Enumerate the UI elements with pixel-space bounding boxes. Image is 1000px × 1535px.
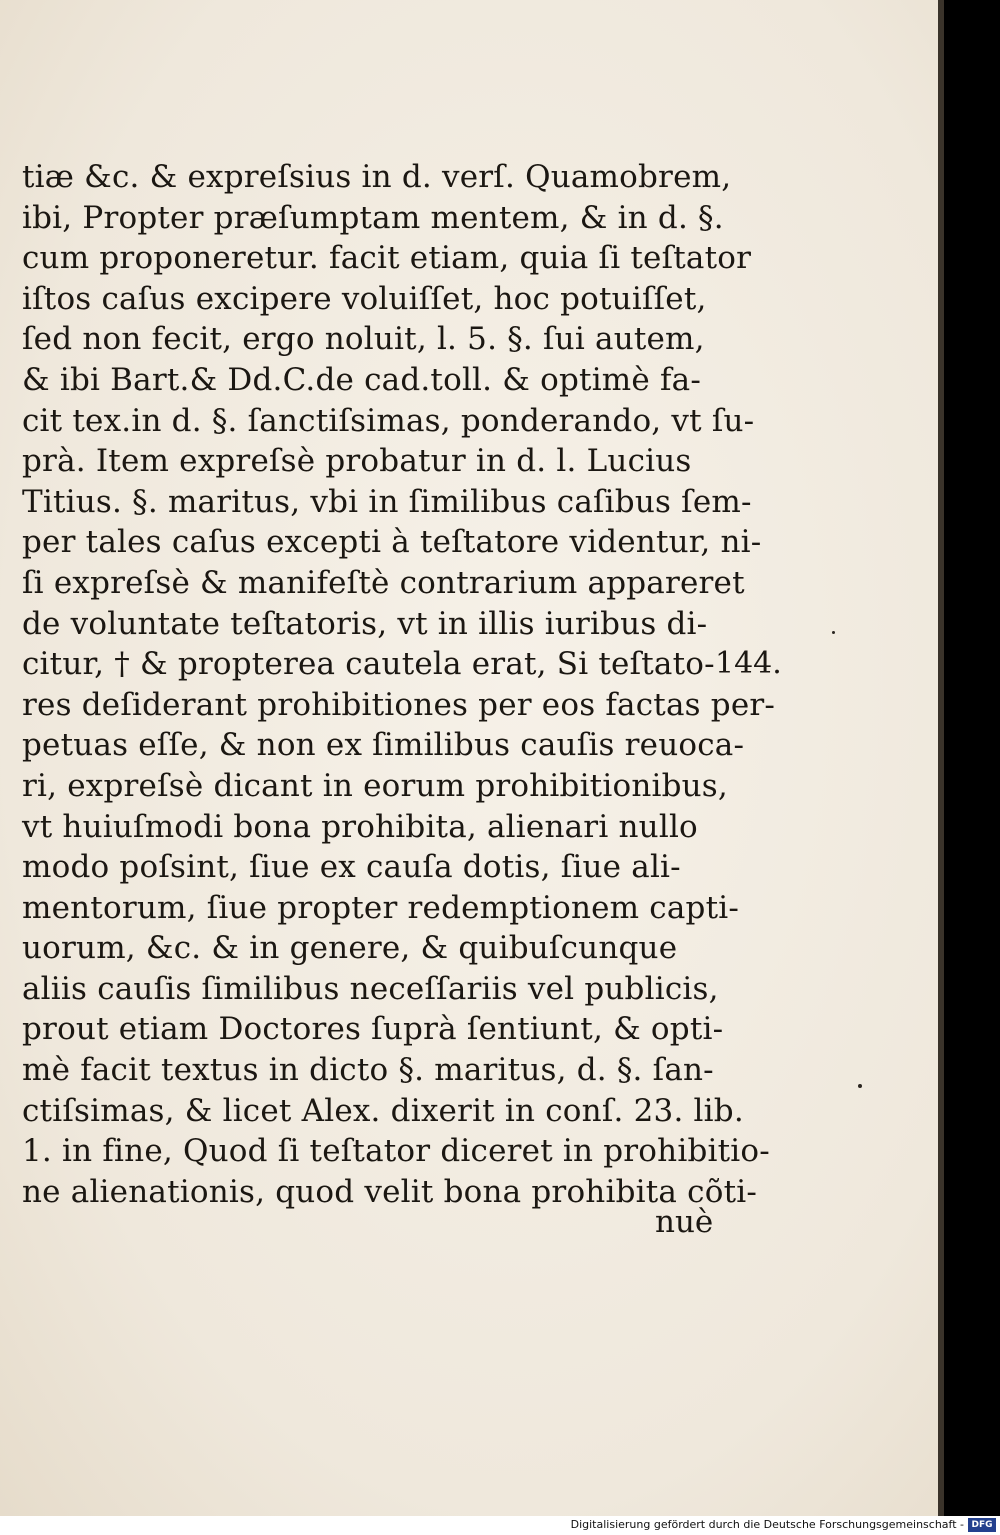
text-line: modo poſsint, ſiue ex cauſa dotis, ſiue ali-: [22, 849, 681, 886]
text-line: mentorum, ſiue propter redemptionem capti-: [22, 889, 740, 926]
text-line: ri, expreſsè dicant in eorum prohibitionibus,: [22, 767, 728, 804]
text-line: uorum, &c. & in genere, & quibuſcunque: [22, 930, 678, 967]
footer-credit-text: Digitalisierung gefördert durch die Deutsche Forschungsgemeinschaft -: [570, 1518, 964, 1531]
text-line: ſed non fecit, ergo noluit, l. 5. §. ſui autem,: [22, 321, 705, 358]
text-line: vt huiuſmodi bona prohibita, alienari nullo: [22, 808, 698, 845]
ink-speck: [858, 1084, 862, 1088]
text-line: ſi expreſsè & manifeſtè contrarium appareret: [22, 564, 745, 601]
text-line: cit tex.in d. §. ſanctiſsimas, ponderando, vt ſu-: [22, 402, 755, 439]
text-line: & ibi Bart.& Dd.C.de cad.toll. & optimè fa-: [22, 361, 702, 398]
text-line: petuas eſſe, & non ex ſimilibus cauſis reuoca-: [22, 727, 745, 764]
margin-note-number: 144.: [715, 646, 782, 681]
text-line: citur, † & propterea cautela erat, Si teſtato-: [22, 646, 715, 683]
catchword: nuè: [655, 1204, 714, 1240]
text-line: 1. in fine, Quod ſi teſtator diceret in prohibitio-: [22, 1133, 770, 1170]
text-line: Titius. §. maritus, vbi in ſimilibus caſibus ſem-: [22, 483, 752, 520]
text-line: ctiſsimas, & licet Alex. dixerit in conſ. 23. lib.: [22, 1092, 744, 1129]
text-line: iſtos caſus excipere voluiſſet, hoc potuiſſet,: [22, 280, 707, 317]
text-line: aliis cauſis ſimilibus neceſſariis vel publicis,: [22, 970, 719, 1007]
digitization-footer: [0, 1516, 1000, 1535]
text-line: res deſiderant prohibitiones per eos factas per-: [22, 686, 776, 723]
ink-speck: [832, 631, 835, 634]
text-line: cum proponeretur. facit etiam, quia ſi teſtator: [22, 240, 752, 277]
text-line: tiæ &c. & expreſsius in d. verſ. Quamobrem,: [22, 159, 732, 195]
page-edge-shadow: [938, 0, 944, 1516]
dfg-logo-icon: DFG: [968, 1518, 996, 1532]
text-line: per tales caſus excepti à teſtatore videntur, ni-: [22, 524, 762, 561]
text-line: mè facit textus in dicto §. maritus, d. §. ſan-: [22, 1052, 714, 1089]
text-line: prà. Item expreſsè probatur in d. l. Lucius: [22, 443, 692, 480]
text-line: prout etiam Doctores ſuprà ſentiunt, & opti-: [22, 1011, 724, 1048]
text-line: ne alienationis, quod velit bona prohibita cõti-: [22, 1173, 758, 1210]
text-line: de voluntate teſtatoris, vt in illis iuribus di-: [22, 605, 708, 642]
text-line: ibi, Propter præſumptam mentem, & in d. §.: [22, 199, 724, 236]
